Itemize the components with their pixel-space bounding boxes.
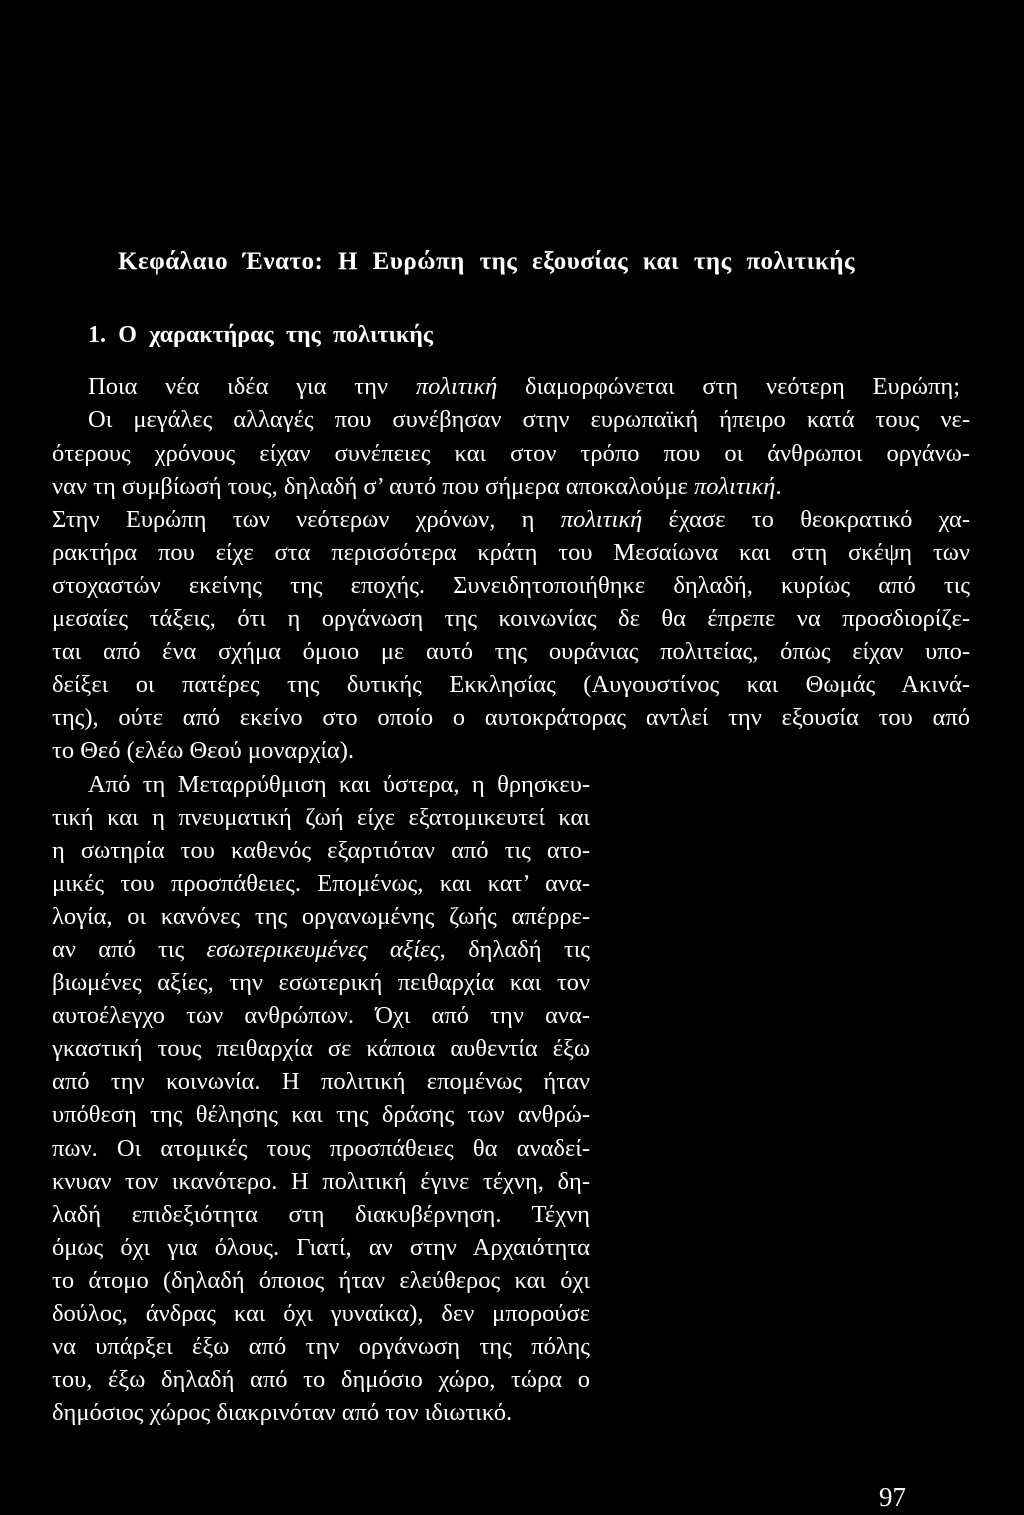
- text-line: δούλος, άνδρας και όχι γυναίκα), δεν μπορούσε: [52, 1300, 590, 1328]
- text-line: πων. Οι ατομικές τους προσπάθειες θα αναδεί-: [52, 1134, 590, 1162]
- text-line: ρακτήρα που είχε στα περισσότερα κράτη του Μεσαίωνα και στη σκέψη των: [52, 538, 970, 566]
- text-line: λαδή επιδεξιότητα στη διακυβέρνηση. Τέχνη: [52, 1200, 590, 1228]
- emphasis: πολιτική: [560, 505, 643, 533]
- emphasis: πολιτική: [694, 472, 776, 500]
- emphasis: πολιτική: [415, 373, 498, 401]
- emphasis: εσωτερικευμένες αξίες: [206, 935, 440, 963]
- text-line: στοχαστών εκείνης της εποχής. Συνειδητοποιήθηκε δηλαδή, κυρίως από τις: [52, 571, 970, 599]
- text-line: του, έξω δηλαδή από το δημόσιο χώρο, τώρα ο: [52, 1366, 590, 1394]
- text-line: [52, 933, 590, 966]
- text-line: μεσαίες τάξεις, ότι η οργάνωση της κοινωνίας δε θα έπρεπε να προσδιορίζε-: [52, 605, 970, 633]
- text-line: βιωμένες αξίες, την εσωτερική πειθαρχία και τον: [52, 969, 590, 997]
- text-line: το άτομο (δηλαδή όποιος ήταν ελεύθερος και όχι: [52, 1266, 590, 1294]
- text-line: υπόθεση της θέλησης και της δράσης των ανθρώ-: [52, 1101, 590, 1129]
- text-line: [88, 370, 960, 403]
- text-line: κνυαν τον ικανότερο. Η πολιτική έγινε τέχνη, δη-: [52, 1167, 590, 1195]
- text-line: ότερους χρόνους είχαν συνέπειες και στον τρόπο που οι άνθρωποι οργάνω-: [52, 439, 970, 467]
- text-run: Στην Ευρώπη των νεότερων χρόνων, η: [52, 505, 561, 533]
- paragraph: [0, 370, 1024, 767]
- text-line: όμως όχι για όλους. Γιατί, αν στην Αρχαιότητα: [52, 1233, 590, 1261]
- body-text: [0, 370, 1024, 1429]
- text-line: γκαστική τους πειθαρχία σε κάποια αυθεντία έξω: [52, 1035, 590, 1063]
- text-line: ται από ένα σχήμα όμοιο με αυτό της ουράνιας πολιτείας, όπως είχαν υπο-: [52, 638, 970, 666]
- text-line: η σωτηρία του καθενός εξαρτιόταν από τις ατο-: [52, 836, 590, 864]
- text-line: να υπάρξει έξω από την οργάνωση της πόλης: [52, 1333, 590, 1361]
- text-line: [52, 503, 970, 536]
- text-line: μικές του προσπάθειες. Επομένως, και κατ’ ανα-: [52, 869, 590, 897]
- text-line: δημόσιος χώρος διακρινόταν από τον ιδιωτικό.: [52, 1399, 513, 1427]
- text-line: δείξει οι πατέρες της δυτικής Εκκλησίας (Αυγουστίνος και Θωμάς Ακινά-: [52, 671, 970, 699]
- text-run: Ποια νέα ιδέα για την: [88, 373, 416, 401]
- text-line: τική και η πνευματική ζωή είχε εξατομικευτεί και: [52, 803, 590, 831]
- text-run: , δηλαδή τις: [439, 935, 591, 963]
- paragraph: [0, 768, 1024, 1430]
- section-heading: 1. Ο χαρακτήρας της πολιτικής: [88, 322, 433, 348]
- text-run: διαμορφώνεται στη νεότερη Ευρώπη;: [497, 373, 961, 401]
- text-line: λογία, οι κανόνες της οργανωμένης ζωής απέρρε-: [52, 902, 590, 930]
- text-line: από την κοινωνία. Η πολιτική επομένως ήταν: [52, 1068, 590, 1096]
- text-run: αν από τις: [52, 935, 207, 963]
- chapter-title: Κεφάλαιο Ένατο: Η Ευρώπη της εξουσίας και της πολιτικής: [118, 248, 855, 275]
- page-number: 97: [879, 1482, 906, 1512]
- text-line: της), ούτε από εκείνο στο οποίο ο αυτοκράτορας αντλεί την εξουσία του από: [52, 704, 970, 732]
- text-line: αυτοέλεγχο των ανθρώπων. Όχι από την ανα-: [52, 1002, 590, 1030]
- text-line: [52, 470, 970, 503]
- text-run: .: [775, 472, 782, 500]
- text-run: έχασε το θεοκρατικό χα-: [642, 505, 970, 533]
- text-line: το Θεό (ελέω Θεού μοναρχία).: [52, 737, 355, 765]
- text-run: ναν τη συμβίωσή τους, δηλαδή σ’ αυτό που σήμερα αποκαλούμε: [52, 472, 695, 500]
- text-line: Οι μεγάλες αλλαγές που συνέβησαν στην ευρωπαϊκή ήπειρο κατά τους νε-: [88, 406, 970, 434]
- text-line: Από τη Μεταρρύθμιση και ύστερα, η θρησκευ-: [88, 770, 590, 798]
